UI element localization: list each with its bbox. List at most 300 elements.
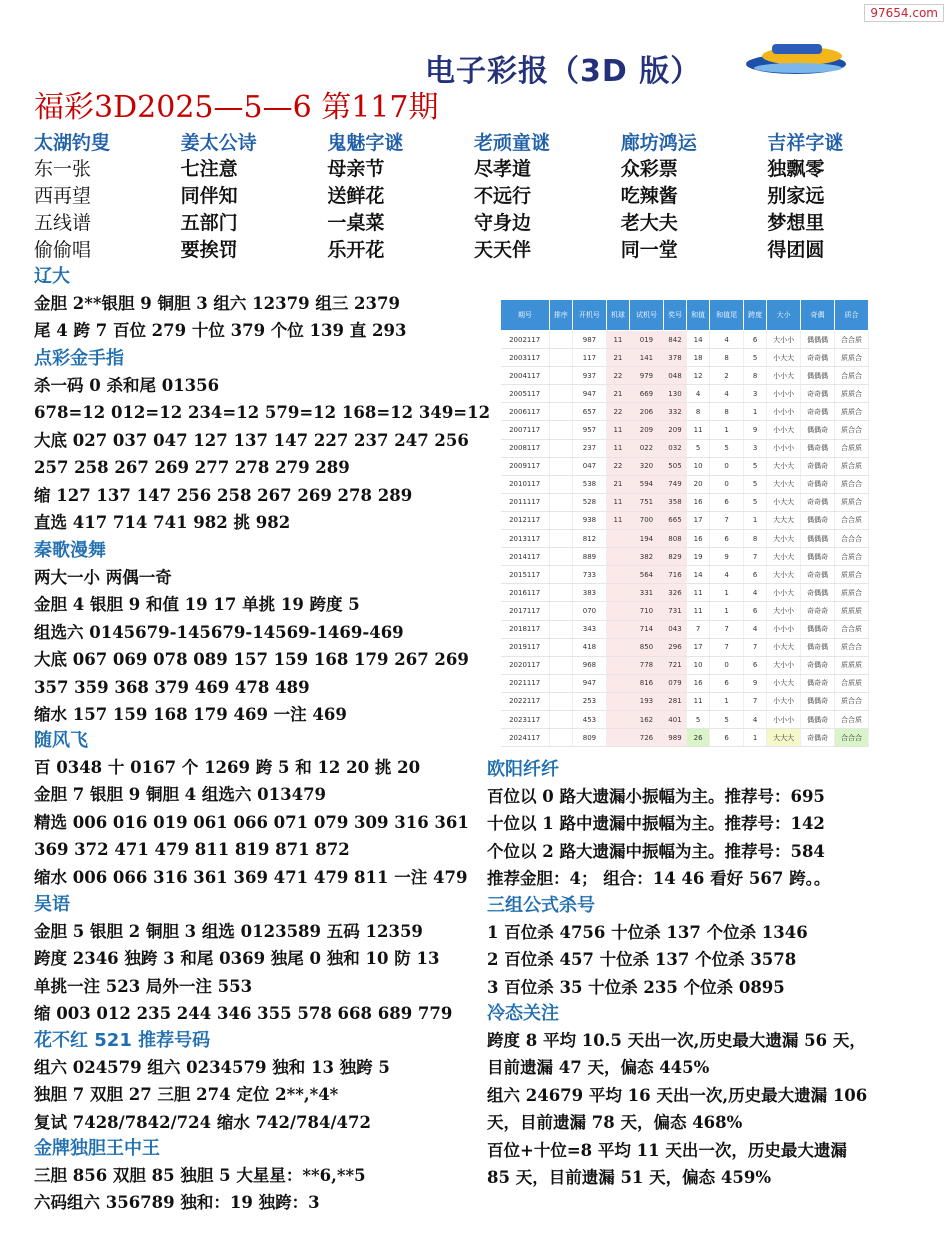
table-cell: 合质质 (835, 439, 869, 457)
table-cell: 9 (744, 421, 767, 439)
table-cell: 2012117 (501, 511, 550, 529)
table-cell: 2024117 (501, 729, 550, 747)
riddle-line: 一桌菜 (327, 212, 385, 234)
riddle-line: 乐开花 (327, 239, 385, 261)
table-cell (549, 566, 572, 584)
table-cell: 1 (710, 584, 744, 602)
table-cell: 14 (687, 331, 710, 349)
table-cell: 11 (687, 602, 710, 620)
section-line: 257 258 267 269 277 278 279 289 (34, 458, 350, 478)
section-line: 跨度 8 平均 10.5 天出一次,历史最大遗漏 56 天， (487, 1031, 866, 1050)
brand-title: 电子彩报（3D 版） (425, 54, 702, 89)
table-cell: 小小小 (767, 439, 801, 457)
section-line: 百位以 0 路大遗漏小振幅为主。推荐号：695 (487, 787, 825, 806)
table-cell: 2017117 (501, 602, 550, 620)
table-cell: 奇偶奇 (801, 457, 835, 475)
table-cell: 1 (744, 403, 767, 421)
riddle-line: 五线谱 (34, 212, 92, 234)
table-cell: 4 (710, 331, 744, 349)
table-cell: 4 (710, 566, 744, 584)
section-line: 3 百位杀 35 十位杀 235 个位杀 0895 (487, 977, 785, 997)
table-cell: 726 (630, 729, 664, 747)
table-row (501, 602, 869, 620)
table-cell: 070 (572, 602, 606, 620)
table-cell: 6 (710, 674, 744, 692)
table-header-cell: 质合 (835, 300, 869, 331)
table-header-cell: 试机号 (630, 300, 664, 331)
section-line: 缩 003 012 235 244 346 355 578 668 689 779 (34, 1004, 453, 1024)
table-cell (606, 692, 629, 710)
table-cell: 大小大 (767, 475, 801, 493)
table-cell: 320 (630, 457, 664, 475)
riddle-line: 五部门 (180, 212, 238, 234)
section-jinpai (34, 1136, 366, 1217)
table-cell: 505 (663, 457, 686, 475)
table-cell (606, 729, 629, 747)
table-cell: 11 (687, 584, 710, 602)
table-header-cell: 奇偶 (801, 300, 835, 331)
table-cell: 2021117 (501, 674, 550, 692)
lottery-logo (742, 38, 850, 80)
table-header-cell: 开机号 (572, 300, 606, 331)
table-cell (549, 638, 572, 656)
section-line: 十位以 1 路中遗漏中振幅为主。推荐号：142 (487, 814, 825, 834)
table-cell: 721 (663, 656, 686, 674)
table-cell: 质质合 (835, 349, 869, 367)
table-cell: 987 (572, 331, 606, 349)
table-cell: 21 (606, 475, 629, 493)
section-line: 1 百位杀 4756 十位杀 137 个位杀 1346 (487, 923, 808, 942)
table-cell: 5 (710, 439, 744, 457)
table-row (501, 439, 869, 457)
table-cell: 358 (663, 493, 686, 511)
table-row (501, 656, 869, 674)
riddle-title: 太湖钓叟 (34, 132, 111, 154)
section-line: 缩 127 137 147 256 258 267 269 278 289 (34, 485, 413, 505)
table-cell (549, 530, 572, 548)
section-line: 六码组六 356789 独和：19 独跨：3 (34, 1193, 320, 1213)
riddle-line: 独飘零 (767, 158, 825, 180)
table-cell: 808 (663, 530, 686, 548)
table-cell: 7 (710, 620, 744, 638)
section-title: 秦歌漫舞 (34, 540, 106, 561)
site-watermark: 97654.com (864, 4, 944, 22)
table-cell: 2003117 (501, 349, 550, 367)
table-cell: 26 (687, 729, 710, 747)
table-cell: 665 (663, 511, 686, 529)
table-cell (606, 674, 629, 692)
table-cell: 质质合 (835, 584, 869, 602)
section-line: 组选六 0145679-145679-14569-1469-469 (34, 622, 404, 642)
table-cell: 378 (663, 349, 686, 367)
riddle-line: 七注意 (180, 158, 238, 180)
table-cell: 850 (630, 638, 664, 656)
section-title: 三组公式杀号 (487, 895, 595, 916)
table-cell: 大小大 (767, 530, 801, 548)
table-cell: 合质质 (835, 674, 869, 692)
table-cell: 5 (744, 493, 767, 511)
table-cell: 大小小 (767, 656, 801, 674)
table-row (501, 566, 869, 584)
table-cell: 小小大 (767, 367, 801, 385)
section-title: 欧阳纤纤 (487, 759, 559, 780)
table-cell: 209 (663, 421, 686, 439)
table-cell (549, 493, 572, 511)
table-header-cell: 大小 (767, 300, 801, 331)
table-header-cell: 奖号 (663, 300, 686, 331)
section-huaburong (34, 1028, 390, 1136)
table-cell: 032 (663, 439, 686, 457)
table-cell: 大小大 (767, 566, 801, 584)
table-cell: 奇偶奇 (801, 729, 835, 747)
table-cell: 5 (744, 349, 767, 367)
table-row (501, 511, 869, 529)
table-cell: 22 (606, 403, 629, 421)
table-cell (549, 674, 572, 692)
table-cell: 2013117 (501, 530, 550, 548)
section-line: 缩水 006 066 316 361 369 471 479 811 一注 479 (34, 867, 468, 887)
riddle-line: 东一张 (34, 158, 92, 180)
section-line: 单挑一注 523 局外一注 553 (34, 976, 253, 996)
table-cell: 小小小 (767, 620, 801, 638)
section-line: 推荐金胆：4； 组合：14 46 看好 567 跨。。 (487, 869, 831, 889)
table-row (501, 457, 869, 475)
table-cell: 130 (663, 385, 686, 403)
table-cell: 奇奇偶 (801, 349, 835, 367)
section-line: 金胆 2**银胆 9 铜胆 3 组六 12379 组三 2379 (34, 294, 400, 313)
table-cell (606, 602, 629, 620)
table-cell: 453 (572, 710, 606, 728)
table-cell: 809 (572, 729, 606, 747)
riddle-title: 姜太公诗 (180, 132, 257, 154)
table-cell: 332 (663, 403, 686, 421)
section-line: 跨度 2346 独跨 3 和尾 0369 独尾 0 独和 10 防 13 (34, 949, 440, 969)
table-cell (606, 584, 629, 602)
table-cell: 偶偶奇 (801, 548, 835, 566)
section-line: 杀一码 0 杀和尾 01356 (34, 376, 220, 395)
table-cell: 奇偶奇 (801, 656, 835, 674)
section-line: 精选 006 016 019 061 066 071 079 309 316 361 (34, 812, 469, 832)
table-cell: 质合合 (835, 638, 869, 656)
riddle-column (621, 128, 768, 262)
table-cell: 2 (710, 367, 744, 385)
table-cell: 3 (744, 385, 767, 403)
table-cell: 9 (710, 548, 744, 566)
table-cell: 16 (687, 493, 710, 511)
table-cell: 7 (744, 638, 767, 656)
table-cell: 质质合 (835, 493, 869, 511)
riddle-title: 老顽童谜 (474, 132, 551, 154)
section-line: 357 359 368 379 469 478 489 (34, 677, 310, 697)
riddle-column (474, 128, 621, 262)
section-line: 复试 7428/7842/724 缩水 742/784/472 (34, 1112, 371, 1132)
section-line: 三胆 856 双胆 85 独胆 5 大星星：**6,**5 (34, 1166, 366, 1185)
riddle-line: 要挨罚 (180, 239, 238, 261)
section-line: 直选 417 714 741 982 挑 982 (34, 512, 291, 532)
table-cell: 2011117 (501, 493, 550, 511)
table-cell (549, 439, 572, 457)
table-cell: 小小大 (767, 421, 801, 439)
table-cell: 偶偶奇 (801, 692, 835, 710)
riddle-line: 不远行 (474, 185, 532, 207)
table-cell: 11 (606, 439, 629, 457)
table-cell: 8 (744, 530, 767, 548)
table-cell: 2005117 (501, 385, 550, 403)
section-line: 2 百位杀 457 十位杀 137 个位杀 3578 (487, 950, 797, 970)
section-line: 金胆 7 银胆 9 铜胆 4 组选六 013479 (34, 785, 327, 805)
table-cell (549, 729, 572, 747)
table-cell: 6 (744, 331, 767, 349)
table-header-cell: 和值尾 (710, 300, 744, 331)
section-wuyu (34, 892, 452, 1028)
table-cell: 5 (687, 710, 710, 728)
table-cell: 2014117 (501, 548, 550, 566)
table-cell: 8 (710, 349, 744, 367)
table-cell: 奇奇偶 (801, 493, 835, 511)
table-cell: 质质质 (835, 656, 869, 674)
table-cell: 331 (630, 584, 664, 602)
table-cell: 偶偶奇 (801, 421, 835, 439)
riddle-line: 天天伴 (474, 239, 532, 261)
table-cell: 奇奇偶 (801, 566, 835, 584)
riddle-line: 同一堂 (620, 239, 678, 261)
table-cell: 质合合 (835, 421, 869, 439)
table-cell: 5 (744, 457, 767, 475)
riddle-line: 母亲节 (327, 158, 385, 180)
table-cell (606, 566, 629, 584)
table-row (501, 530, 869, 548)
table-cell: 质合合 (835, 475, 869, 493)
table-row (501, 385, 869, 403)
table-header-cell: 跨度 (744, 300, 767, 331)
table-cell: 4 (744, 584, 767, 602)
table-cell: 343 (572, 620, 606, 638)
table-cell: 奇奇偶 (801, 403, 835, 421)
table-cell: 16 (687, 674, 710, 692)
table-cell: 4 (744, 710, 767, 728)
table-cell: 合合质 (835, 511, 869, 529)
table-cell: 194 (630, 530, 664, 548)
section-line: 独胆 7 双胆 27 三胆 274 定位 2**,*4* (34, 1085, 339, 1105)
riddle-line: 别家远 (767, 185, 825, 207)
table-cell: 528 (572, 493, 606, 511)
section-line: 目前遗漏 47 天，偏态 445% (487, 1058, 710, 1078)
table-cell: 778 (630, 656, 664, 674)
table-cell: 733 (572, 566, 606, 584)
table-cell: 2007117 (501, 421, 550, 439)
table-cell (606, 638, 629, 656)
table-cell: 418 (572, 638, 606, 656)
table-cell: 383 (572, 584, 606, 602)
table-cell: 17 (687, 511, 710, 529)
section-line: 大底 027 037 047 127 137 147 227 237 247 256 (34, 430, 469, 450)
table-cell: 0 (710, 656, 744, 674)
table-cell: 382 (630, 548, 664, 566)
table-row (501, 475, 869, 493)
table-cell: 10 (687, 457, 710, 475)
section-cold-focus (487, 1001, 867, 1191)
table-cell: 141 (630, 349, 664, 367)
table-cell: 281 (663, 692, 686, 710)
table-cell: 3 (744, 439, 767, 457)
section-title: 冷态关注 (487, 1003, 559, 1024)
table-cell: 11 (687, 421, 710, 439)
table-cell: 8 (744, 367, 767, 385)
table-cell: 质质合 (835, 566, 869, 584)
table-cell: 合合合 (835, 530, 869, 548)
table-cell: 合质合 (835, 367, 869, 385)
section-line: 369 372 471 479 811 819 871 872 (34, 840, 350, 860)
table-cell: 合质合 (835, 548, 869, 566)
table-cell: 401 (663, 710, 686, 728)
table-cell: 质质合 (835, 385, 869, 403)
table-cell: 326 (663, 584, 686, 602)
table-cell: 5 (687, 439, 710, 457)
table-header-cell: 排序 (549, 300, 572, 331)
table-cell: 11 (687, 692, 710, 710)
table-row (501, 692, 869, 710)
table-cell: 989 (663, 729, 686, 747)
table-cell: 6 (710, 729, 744, 747)
riddle-line: 同伴知 (180, 185, 238, 207)
table-cell (606, 620, 629, 638)
table-cell: 12 (687, 367, 710, 385)
table-cell: 奇奇偶 (801, 385, 835, 403)
table-cell (549, 331, 572, 349)
table-cell: 6 (744, 656, 767, 674)
table-cell: 大小小 (767, 602, 801, 620)
table-cell: 偶偶偶 (801, 530, 835, 548)
table-cell: 237 (572, 439, 606, 457)
table-cell: 大小大 (767, 457, 801, 475)
table-cell: 047 (572, 457, 606, 475)
table-cell: 5 (744, 475, 767, 493)
table-row (501, 349, 869, 367)
section-suifengfei (34, 728, 469, 891)
table-cell: 1 (744, 511, 767, 529)
table-cell (606, 710, 629, 728)
table-cell: 小大大 (767, 638, 801, 656)
table-cell: 合合质 (835, 620, 869, 638)
table-cell: 253 (572, 692, 606, 710)
table-cell: 6 (710, 493, 744, 511)
table-cell: 2019117 (501, 638, 550, 656)
table-cell: 偶奇奇 (801, 674, 835, 692)
section-title: 吴语 (34, 894, 70, 915)
table-cell: 979 (630, 367, 664, 385)
table-cell: 奇奇奇 (801, 602, 835, 620)
table-body (501, 331, 869, 747)
table-row (501, 493, 869, 511)
section-title: 随风飞 (34, 730, 88, 751)
riddle-title: 廊坊鸿运 (620, 132, 697, 154)
table-cell (549, 656, 572, 674)
table-cell: 偶偶偶 (801, 331, 835, 349)
section-title: 花不红 521 推荐号码 (34, 1030, 211, 1051)
table-cell: 大大大 (767, 729, 801, 747)
table-cell: 1 (710, 692, 744, 710)
table-cell (549, 457, 572, 475)
table-cell: 7 (744, 692, 767, 710)
table-cell (549, 403, 572, 421)
table-cell (606, 548, 629, 566)
table-cell (549, 602, 572, 620)
riddle-title: 吉祥字谜 (767, 132, 844, 154)
table-cell (549, 710, 572, 728)
table-cell (606, 656, 629, 674)
table-cell: 1 (744, 729, 767, 747)
table-cell: 偶奇偶 (801, 439, 835, 457)
section-line: 85 天，目前遗漏 51 天，偏态 459% (487, 1167, 772, 1187)
table-cell: 9 (744, 674, 767, 692)
table-cell: 小大大 (767, 674, 801, 692)
table-cell: 小大大 (767, 493, 801, 511)
table-row (501, 674, 869, 692)
table-cell: 048 (663, 367, 686, 385)
table-cell: 10 (687, 656, 710, 674)
section-line: 百位+十位=8 平均 11 天出一次，历史最大遗漏 (487, 1140, 847, 1160)
table-cell: 20 (687, 475, 710, 493)
table-cell: 957 (572, 421, 606, 439)
section-line: 天，目前遗漏 78 天，偏态 468% (487, 1113, 743, 1133)
table-cell: 2022117 (501, 692, 550, 710)
table-cell: 296 (663, 638, 686, 656)
section-line: 组六 024579 组六 0234579 独和 13 独跨 5 (34, 1058, 390, 1077)
table-cell: 质合质 (835, 457, 869, 475)
table-cell: 小小小 (767, 385, 801, 403)
table-cell: 1 (710, 602, 744, 620)
table-cell: 938 (572, 511, 606, 529)
table-cell: 17 (687, 638, 710, 656)
section-formula-kill (487, 893, 808, 1001)
riddle-line: 梦想里 (767, 212, 825, 234)
table-cell: 816 (630, 674, 664, 692)
table-cell: 0 (710, 475, 744, 493)
table-row (501, 729, 869, 747)
table-cell: 质质合 (835, 403, 869, 421)
table-header-row (501, 300, 869, 331)
table-cell: 162 (630, 710, 664, 728)
section-line: 组六 24679 平均 16 天出一次,历史最大遗漏 106 (487, 1085, 868, 1105)
riddle-column (767, 128, 914, 262)
table-header-cell: 机球 (606, 300, 629, 331)
table-cell: 6 (710, 530, 744, 548)
table-cell: 043 (663, 620, 686, 638)
table-cell: 2015117 (501, 566, 550, 584)
section-line: 大底 067 069 078 089 157 159 168 179 267 269 (34, 650, 469, 670)
table-cell: 2002117 (501, 331, 550, 349)
table-cell: 2006117 (501, 403, 550, 421)
table-cell (549, 385, 572, 403)
table-cell: 19 (687, 548, 710, 566)
section-liaoda (34, 264, 406, 345)
table-row (501, 367, 869, 385)
issue-headline: 福彩3D2025—5—6 第117期 (34, 90, 439, 125)
riddle-line: 老大夫 (620, 212, 678, 234)
table-cell (549, 475, 572, 493)
table-cell: 小大小 (767, 692, 801, 710)
table-cell: 710 (630, 602, 664, 620)
table-cell: 11 (606, 493, 629, 511)
table-cell: 7 (710, 511, 744, 529)
table-cell (549, 367, 572, 385)
table-row (501, 620, 869, 638)
riddle-row (34, 128, 914, 262)
table-cell: 2004117 (501, 367, 550, 385)
section-title: 点彩金手指 (34, 348, 124, 369)
section-title: 金牌独胆王中王 (34, 1138, 160, 1159)
riddle-column (181, 128, 328, 262)
